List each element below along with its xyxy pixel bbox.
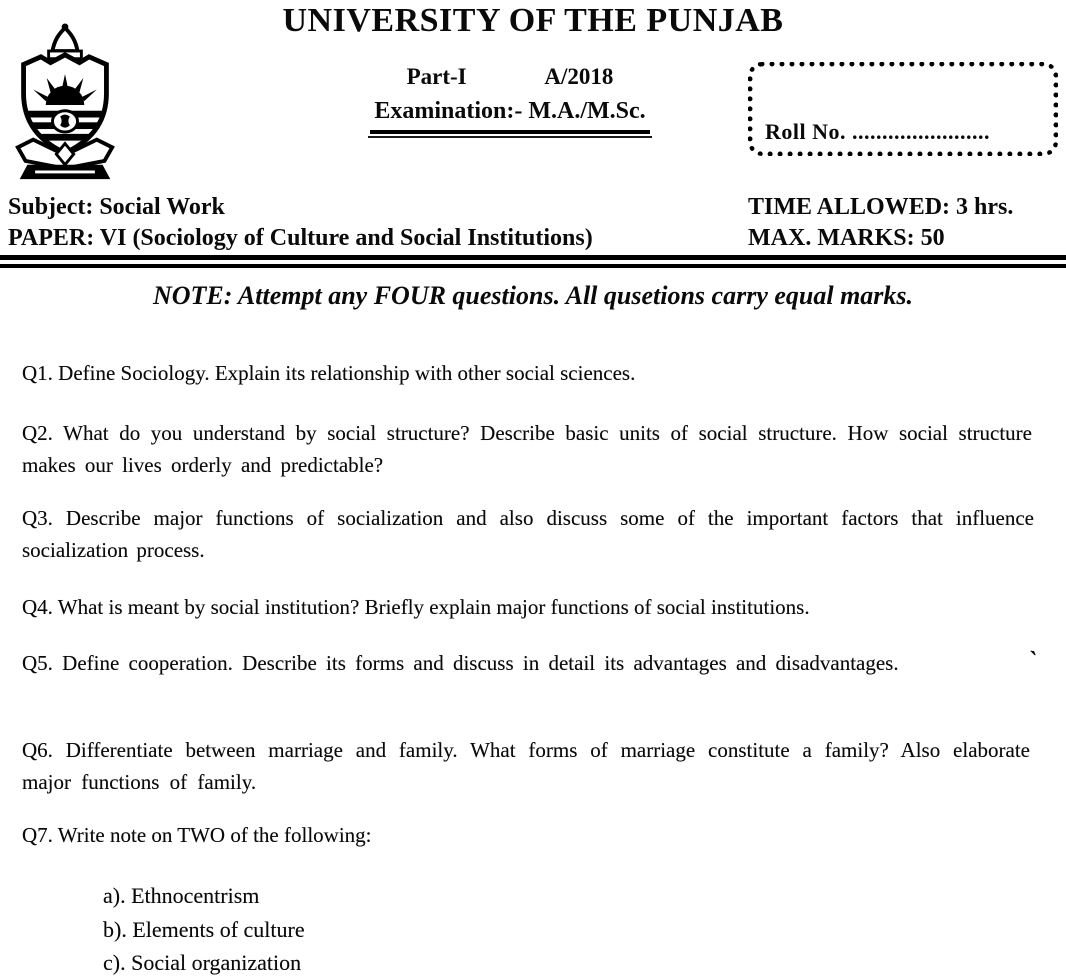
question-6: Q6. Differentiate between marriage and family. What forms of marriage constitute a family? Also elaborate major functions of family. [22,738,1030,794]
roll-number-label: Roll No. ....................... [765,119,990,144]
roll-number-box [748,62,1058,156]
question-7: Q7. Write note on TWO of the following: [22,823,372,847]
q7-option-a: a). Ethnocentrism [103,883,260,908]
question-1: Q1. Define Sociology. Explain its relationship with other social sciences. [22,361,636,385]
question-3: Q3. Describe major functions of socialization and also discuss some of the important factors that influence socialization process. [22,506,1034,562]
part-label: Part-I [406,64,467,89]
university-crest-logo [12,22,118,186]
subject-line: Subject: Social Work [8,194,225,220]
session-label: A/2018 [544,64,614,89]
time-marks-block [748,192,1013,254]
subject-paper-block [8,192,593,254]
max-marks-line: MAX. MARKS: 50 [748,225,945,251]
paper-line: PAPER: VI (Sociology of Culture and Social Institutions) [8,225,593,251]
scan-artifact-mark: ˋ [1026,645,1039,676]
part-session-line [295,62,725,92]
q7-option-b: b). Elements of culture [103,916,305,942]
examination-line [295,94,725,134]
crest-icon [12,22,118,186]
question-2: Q2. What do you understand by social structure? Describe basic units of social structure. How social structure makes our lives orderly and predictable? [22,421,1032,477]
question-7-options [103,879,305,976]
question-4: Q4. What is meant by social institution? Briefly explain major functions of social institutions. [22,595,810,619]
examination-label: Examination:- M.A./M.Sc. [370,94,649,134]
exam-header-block [295,62,725,134]
page-title: UNIVERSITY OF THE PUNJAB [282,2,784,39]
note-line: NOTE: Attempt any FOUR questions. All qusetions carry equal marks. [152,281,914,310]
question-5: Q5. Define cooperation. Describe its forms and discuss in detail its advantages and disadvantages. [22,651,899,675]
q7-option-c: c). Social organization [103,950,302,975]
double-rule-divider [0,255,1066,268]
time-allowed-line: TIME ALLOWED: 3 hrs. [748,194,1014,220]
